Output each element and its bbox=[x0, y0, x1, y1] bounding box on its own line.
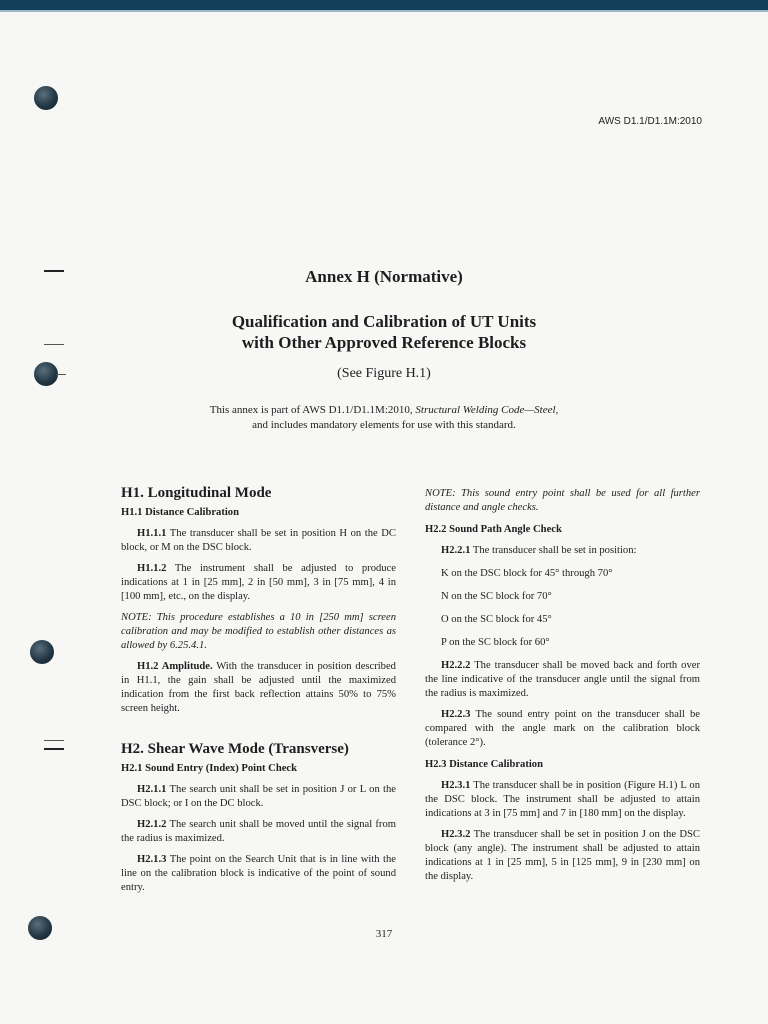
subtitle-line-1: Qualification and Calibration of UT Units bbox=[231, 312, 537, 331]
paragraph-text: The search unit shall be moved until the signal from the radius is maximized. bbox=[121, 819, 396, 844]
paragraph-h2-1-3 bbox=[121, 853, 396, 895]
paragraph-number: H1.2 Amplitude. bbox=[137, 661, 213, 672]
paragraph-number: H2.3.2 bbox=[441, 829, 471, 840]
paragraph-text: With the transducer in position described in H1.1, the gain shall be adjusted until the maximized indication from the first back reflection attains 50% to 75% screen height. bbox=[121, 661, 396, 714]
figure-reference: (See Figure H.1) bbox=[337, 366, 431, 381]
paragraph-h2-2-1 bbox=[425, 544, 700, 558]
subsection-h2-1-heading: H2.1 Sound Entry (Index) Point Check bbox=[121, 763, 298, 774]
paragraph-text: The transducer shall be set in position H on the DC block, or M on the DSC block. bbox=[121, 528, 396, 553]
binder-hole-3 bbox=[30, 640, 54, 664]
note-screen-calibration: NOTE: This procedure establishes a 10 in [250 mm] screen calibration and may be modified to establish other distances as allowed by 6.25.4.1. bbox=[121, 612, 396, 651]
margin-mark bbox=[44, 740, 64, 741]
section-h2-heading: H2. Shear Wave Mode (Transverse) bbox=[121, 741, 349, 757]
paragraph-number: H2.2.2 bbox=[441, 660, 471, 671]
paragraph-number: H2.1.2 bbox=[137, 819, 167, 830]
section-h1-heading: H1. Longitudinal Mode bbox=[121, 485, 272, 501]
document-id: AWS D1.1/D1.1M:2010 bbox=[598, 116, 702, 127]
paragraph-number: H1.1.2 bbox=[137, 563, 167, 574]
paragraph-h2-3-1 bbox=[425, 779, 700, 821]
paragraph-number: H2.1.3 bbox=[137, 854, 167, 865]
paragraph-h2-2-3 bbox=[425, 708, 700, 750]
intro-statement bbox=[0, 403, 768, 433]
paragraph-h1-2 bbox=[121, 660, 396, 716]
paragraph-h1-1-2 bbox=[121, 562, 396, 604]
paragraph-number: H2.3.1 bbox=[441, 780, 471, 791]
page-number: 317 bbox=[375, 928, 393, 940]
intro-line-1-text: This annex is part of AWS D1.1/D1.1M:2010, bbox=[209, 404, 416, 416]
paragraph-text: The search unit shall be set in position J or L on the DSC block; or I on the DC block. bbox=[121, 784, 396, 809]
intro-line-2: and includes mandatory elements for use with this standard. bbox=[252, 419, 516, 431]
binder-hole-1 bbox=[34, 86, 58, 110]
subsection-h2-3-heading: H2.3 Distance Calibration bbox=[425, 759, 544, 770]
paragraph-h2-1-1 bbox=[121, 783, 396, 811]
position-item-o: O on the SC block for 45° bbox=[441, 614, 552, 625]
annex-subtitle bbox=[0, 311, 768, 353]
subtitle-line-2: with Other Approved Reference Blocks bbox=[241, 333, 527, 352]
paragraph-number: H1.1.1 bbox=[137, 528, 167, 539]
paragraph-h2-2-2 bbox=[425, 659, 700, 701]
paragraph-text: The sound entry point on the transducer shall be compared with the angle mark on the calibration block (tolerance 2°). bbox=[425, 709, 700, 748]
paragraph-text: The transducer shall be in position (Figure H.1) L on the DSC block. The instrument shall be adjusted to attain indications at 3 in [75 mm] and 7 in [180 mm] on the display. bbox=[425, 780, 700, 819]
position-item-k: K on the DSC block for 45° through 70° bbox=[441, 568, 613, 579]
right-column bbox=[425, 487, 700, 884]
paragraph-number: H2.2.3 bbox=[441, 709, 471, 720]
paragraph-h2-1-2 bbox=[121, 818, 396, 846]
intro-standard-title: Structural Welding Code—Steel, bbox=[415, 404, 559, 416]
subsection-h2-2-heading: H2.2 Sound Path Angle Check bbox=[425, 524, 562, 535]
paragraph-text: The transducer shall be set in position: bbox=[470, 545, 637, 556]
scan-top-edge-highlight bbox=[0, 10, 768, 12]
position-item-n: N on the SC block for 70° bbox=[441, 591, 552, 602]
paragraph-number: H2.1.1 bbox=[137, 784, 167, 795]
paragraph-h2-3-2 bbox=[425, 828, 700, 884]
paragraph-text: The transducer shall be moved back and forth over the line indicative of the transducer angle until the signal from the radius is maximized. bbox=[425, 660, 700, 699]
left-column bbox=[121, 484, 396, 895]
paragraph-text: The transducer shall be set in position J on the DSC block (any angle). The instrument shall be adjusted to attain indications at 1 in [25 mm], 5 in [125 mm], 9 in [230 mm] on the display. bbox=[425, 829, 700, 882]
paragraph-text: The instrument shall be adjusted to produce indications at 1 in [25 mm], 2 in [50 mm], 3 in [75 mm], 4 in [100 mm], etc., on the display. bbox=[121, 563, 396, 602]
paragraph-h1-1-1 bbox=[121, 527, 396, 555]
annex-title: Annex H (Normative) bbox=[305, 267, 463, 286]
intro-line-1 bbox=[0, 403, 768, 418]
position-item-p: P on the SC block for 60° bbox=[441, 637, 550, 648]
margin-mark bbox=[44, 748, 64, 750]
note-sound-entry-point: NOTE: This sound entry point shall be used for all further distance and angle checks. bbox=[425, 488, 700, 513]
subsection-h1-1-heading: H1.1 Distance Calibration bbox=[121, 507, 240, 518]
paragraph-text: The point on the Search Unit that is in line with the line on the calibration block is indicative of the point of sound entry. bbox=[121, 854, 396, 893]
paragraph-number: H2.2.1 bbox=[441, 545, 471, 556]
scan-top-edge bbox=[0, 0, 768, 10]
